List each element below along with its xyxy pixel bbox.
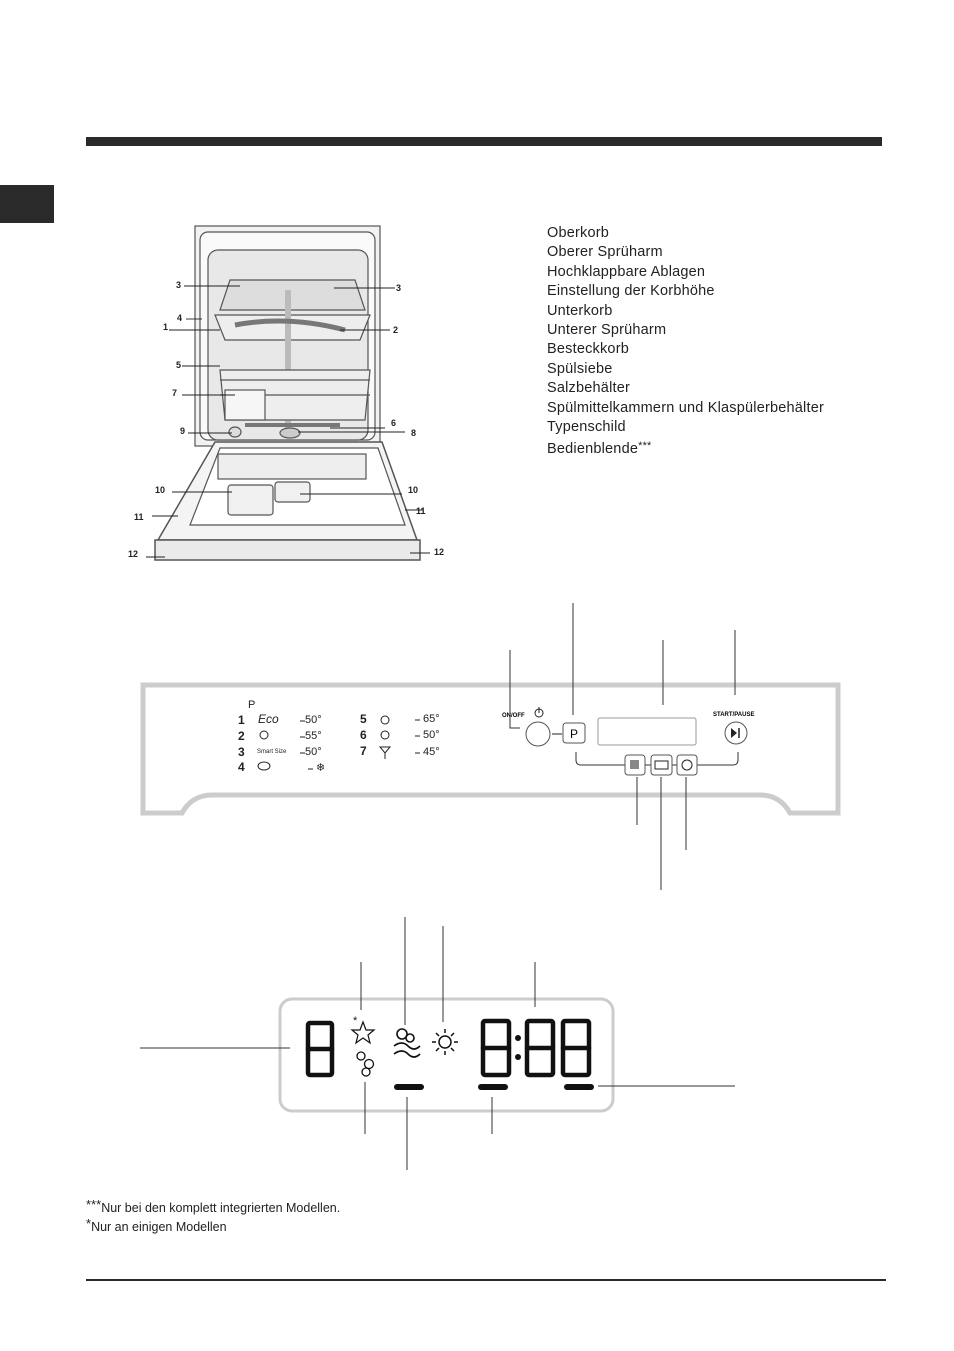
program-1-temp: 50° — [305, 714, 322, 726]
footnote-1: ***Nur bei den komplett integrierten Modellen. — [86, 1197, 341, 1215]
parts-item: Spülmittelkammern und Klaspülerbehälter — [547, 399, 824, 416]
footer-rule — [86, 1279, 886, 1281]
parts-item: Salzbehälter — [547, 380, 631, 397]
program-4-temp: ❄ — [316, 762, 326, 774]
callout-right-11: 11 — [416, 506, 426, 516]
callout-left-10: 10 — [155, 485, 166, 495]
callout-left-11: 11 — [134, 512, 144, 522]
display-diagram — [140, 912, 740, 1177]
callout-left-7: 7 — [172, 388, 178, 398]
start-pause-label: START/PAUSE — [713, 712, 755, 718]
program-3-num: 3 — [238, 745, 245, 759]
on-off-button[interactable] — [526, 722, 550, 746]
callout-right-12: 12 — [434, 547, 445, 557]
parts-item: Unterkorb — [547, 302, 613, 319]
parts-item: Oberkorb — [547, 225, 610, 241]
callout-left-5: 5 — [176, 360, 182, 370]
display-window — [598, 718, 696, 745]
delay-button[interactable] — [677, 755, 697, 775]
parts-item-last: Bedienblende*** — [547, 440, 652, 458]
program-3-label: Smart Size — [257, 749, 287, 755]
svg-text:*: * — [353, 1015, 358, 1027]
parts-item: Einstellung der Korbhöhe — [547, 283, 715, 300]
parts-item: Spülsiebe — [547, 360, 613, 377]
indicator-bar-3 — [564, 1084, 594, 1090]
callout-right-8: 8 — [411, 428, 417, 438]
program-6-num: 6 — [360, 728, 367, 742]
program-1-num: 1 — [238, 713, 245, 727]
program-2-temp: 55° — [305, 730, 322, 742]
callout-right-2: 2 — [393, 325, 399, 335]
footnote-2: *Nur an einigen Modellen — [86, 1216, 227, 1234]
program-6-temp: 50° — [423, 729, 440, 741]
callout-left-12: 12 — [128, 549, 139, 559]
half-load-icon — [630, 760, 639, 769]
program-header: P — [248, 699, 256, 711]
program-7-num: 7 — [360, 744, 367, 758]
program-7-temp: 45° — [423, 746, 440, 758]
footnote-marker: *** — [638, 440, 652, 453]
language-tab — [0, 185, 54, 223]
program-5-num: 5 — [360, 712, 367, 726]
control-panel — [130, 595, 850, 895]
parts-item: Oberer Sprüharm — [547, 244, 663, 261]
callout-left-9: 9 — [180, 426, 186, 436]
on-off-label: ON/OFF — [502, 713, 525, 719]
program-3-temp: 50° — [305, 746, 322, 758]
callout-right-6: 6 — [391, 418, 397, 428]
program-5-temp: 65° — [423, 713, 440, 725]
colon-dot-bottom — [515, 1054, 521, 1060]
program-4-num: 4 — [238, 760, 245, 774]
parts-list — [547, 224, 824, 460]
parts-item: Besteckkorb — [547, 341, 629, 358]
callout-left-1: 1 — [163, 322, 169, 332]
parts-item: Unterer Sprüharm — [547, 322, 667, 339]
indicator-bar-1 — [394, 1084, 424, 1090]
callout-left-3: 3 — [176, 280, 182, 290]
p-button-label: P — [570, 727, 579, 741]
callout-right-10: 10 — [408, 485, 419, 495]
indicator-bar-2 — [478, 1084, 508, 1090]
callout-right-3: 3 — [396, 283, 402, 293]
parts-item: Hochklappbare Ablagen — [547, 263, 706, 280]
dishwasher-diagram — [120, 220, 470, 570]
header-bar — [86, 137, 882, 146]
multi-tab-button[interactable] — [651, 755, 672, 775]
colon-dot-top — [515, 1035, 521, 1041]
program-2-num: 2 — [238, 729, 245, 743]
callout-left-4: 4 — [177, 313, 183, 323]
parts-item: Typenschild — [547, 419, 626, 436]
eco-program-icon: Eco — [258, 712, 279, 726]
